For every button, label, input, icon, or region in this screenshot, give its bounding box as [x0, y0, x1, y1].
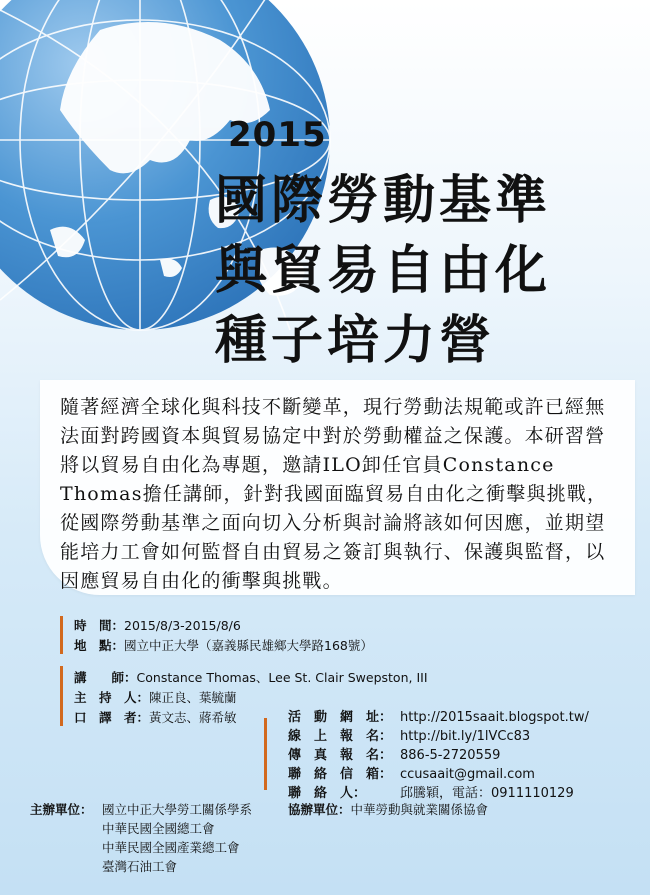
contact-label: 傳 真 報 名： — [288, 748, 393, 763]
coorganizer-row — [288, 800, 488, 818]
time-label: 時 間： — [74, 618, 125, 633]
place-label: 地 點： — [74, 638, 125, 653]
contact-label: 線 上 報 名： — [288, 729, 393, 744]
interpreter-value: 黃文志、蔣希敏 — [149, 710, 237, 725]
website-link[interactable]: http://2015saait.blogspot.tw/ — [400, 710, 589, 725]
accent-bar-contact — [264, 718, 267, 790]
organizer-list — [102, 800, 252, 876]
contact-label: 活 動 網 址： — [288, 710, 393, 725]
event-title-line-3: 種子培力營 — [215, 311, 496, 371]
coorganizer-label: 協辦單位： — [288, 802, 351, 817]
organizer-item: 國立中正大學勞工關係學系 — [102, 802, 253, 817]
organizer-item: 中華民國全國產業總工會 — [102, 840, 240, 855]
time-row — [74, 616, 241, 634]
interpreter-row — [74, 708, 237, 726]
contact-row-person — [288, 782, 574, 801]
fax-number: 886-5-2720559 — [400, 748, 501, 763]
event-year: 2015 — [228, 115, 327, 155]
interpreter-label: 口 譯 者： — [74, 710, 150, 725]
intro-paragraph: 隨著經濟全球化與科技不斷變革，現行勞動法規範或許已經無法面對跨國資本與貿易協定中對於勞動權益之保護。本研習營將以貿易自由化為專題，邀請ILO卸任官員Constance Thomas擔任講師，針對我國面臨貿易自由化之衝擊與挑戰，從國際勞動基準之面向切入分析與討論將該如何因應，並期望能培力工會如何監督自由貿易之簽訂與執行、保護與監督，以因應貿易自由化的衝擊與挑戰。 — [60, 396, 608, 592]
contact-row-fax — [288, 744, 500, 763]
time-value: 2015/8/3-2015/8/6 — [124, 618, 241, 633]
lecturer-row — [74, 668, 428, 686]
contact-row-website — [288, 706, 589, 725]
contact-label: 聯 絡 信 箱： — [288, 767, 393, 782]
place-row — [74, 636, 373, 654]
event-title-line-1: 國際勞動基準 — [215, 171, 552, 231]
contact-row-email — [288, 763, 535, 782]
contact-row-online-signup — [288, 725, 530, 744]
accent-bar-people — [60, 666, 63, 726]
host-label: 主 持 人： — [74, 690, 150, 705]
email-address[interactable]: ccusaait@gmail.com — [400, 767, 535, 782]
place-value: 國立中正大學（嘉義縣民雄鄉大學路168號） — [124, 638, 373, 653]
lecturer-value: Constance Thomas、Lee St. Clair Swepston, III — [136, 670, 428, 685]
organizer-label: 主辦單位： — [30, 802, 93, 817]
event-title-line-2: 與貿易自由化 — [215, 241, 552, 301]
host-row — [74, 688, 237, 706]
accent-bar-schedule — [60, 616, 63, 654]
host-value: 陳正良、葉毓蘭 — [149, 690, 237, 705]
organizer-item: 中華民國全國總工會 — [102, 821, 215, 836]
organizer-item: 臺灣石油工會 — [102, 859, 178, 874]
coorganizer-value: 中華勞動與就業關係協會 — [350, 802, 489, 817]
lecturer-label: 講 師： — [74, 670, 137, 685]
contact-label: 聯 絡 人： — [288, 786, 367, 801]
contact-person: 邱騰穎，電話：0911110129 — [400, 786, 574, 801]
signup-link[interactable]: http://bit.ly/1lVCc83 — [400, 729, 531, 744]
organizer-label-block — [30, 800, 93, 819]
